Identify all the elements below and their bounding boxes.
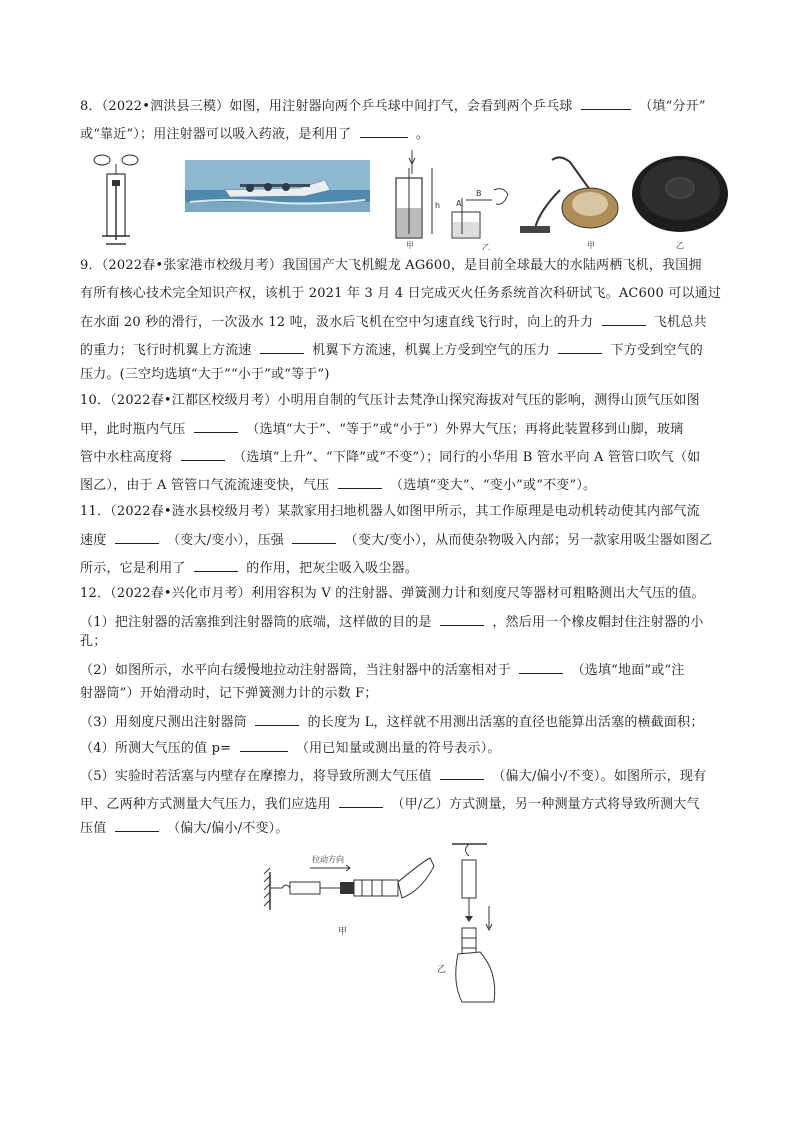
answer-blank[interactable] (440, 767, 484, 780)
q12-step-5-cont-2: 压值 （偏大/偏小/不变）。 (80, 821, 289, 836)
answer-blank[interactable] (519, 661, 563, 674)
vacuum-cleaner-image (520, 157, 618, 250)
answer-blank[interactable] (558, 341, 602, 354)
answer-blank[interactable] (194, 420, 238, 433)
bottle-barometer-figure (396, 150, 440, 250)
svg-text:甲: 甲 (587, 241, 595, 250)
syringe-pingpong-figure (94, 155, 138, 244)
answer-blank[interactable] (255, 713, 299, 726)
horizontal-pull-setup (264, 854, 434, 937)
q8-line-2: 或“靠近”）；用注射器可以吸入药液，是利用了 。 (80, 127, 430, 142)
svg-text:乙: 乙 (482, 243, 490, 250)
q12-step-3: （3）用刻度尺测出注射器筒 的长度为 L，这样就不用测出活塞的直径也能算出活塞的横截面积； (80, 715, 704, 730)
svg-text:乙: 乙 (437, 965, 447, 975)
svg-text:乙: 乙 (676, 241, 684, 250)
q10-line-4: 图乙），由于 A 管管口气流流速变快，气压 （选填“变大”、“变小”或“不变”）。 (80, 478, 597, 493)
answer-blank[interactable] (602, 313, 646, 326)
q12-line-1: 12．（2022春•兴化市月考）利用容积为 V 的注射器、弹簧测力计和刻度尺等器材可粗略测出大气压的值。 (80, 586, 705, 601)
answer-blank[interactable] (440, 613, 484, 626)
answer-blank[interactable] (115, 531, 159, 544)
q8-line-1: 8．（2022•泗洪县三模）如图，用注射器向两个乒乓球中间打气，会看到两个乒乓球 （填“分开” (80, 99, 706, 114)
answer-blank[interactable] (339, 795, 383, 808)
seaplane-photo (185, 160, 370, 212)
q10-line-1: 10．（2022春•江都区校级月考）小明用自制的气压计去梵净山探究海拔对气压的影响，测得山顶气压如图 (80, 393, 700, 408)
answer-blank[interactable] (338, 476, 382, 489)
q12-step-5-cont-1: 甲、乙两种方式测量大气压力，我们应选用 （甲/乙）方式测量，另一种测量方式将导致所测大气 (80, 797, 700, 812)
tube-blowing-figure (452, 189, 508, 250)
svg-text:甲: 甲 (338, 927, 348, 937)
figure-row-1 (90, 150, 730, 250)
answer-blank[interactable] (581, 97, 631, 110)
q11-line-1: 11．（2022春•涟水县校级月考）某款家用扫地机器人如图甲所示，其工作原理是电动机转动使其内部气流 (80, 504, 700, 519)
q10-line-3: 管中水柱高度将 （选填“上升”、“下降”或“不变”）；同行的小华用 B 管水平向 A 管管口吹气（如 (80, 450, 701, 465)
q9-line-1: 9．（2022春•张家港市校级月考）我国国产大飞机鲲龙 AG600，是目前全球最大的水陆两栖飞机，我国拥 (80, 258, 702, 273)
svg-text:B: B (476, 189, 482, 198)
q12-step-1-cont: 孔； (80, 634, 107, 649)
svg-text:甲: 甲 (406, 241, 414, 250)
q9-line-5: 压力。(三空均选填“大于”“小于”或“等于”) (80, 367, 330, 382)
q9-line-2: 有所有核心技术完全知识产权，该机于 2021 年 3 月 4 日完成灭火任务系统首次科研试飞。AC600 可以通过 (80, 286, 722, 301)
q12-step-2: （2）如图所示，水平向右缓慢地拉动注射器筒，当注射器中的活塞相对于 （选填“地面”或“注 (80, 663, 685, 678)
q10-line-2: 甲，此时瓶内气压 （选填“大于”、“等于”或“小于”）外界大气压；再将此装置移到山脚，玻璃 (80, 422, 684, 437)
q12-step-5: （5）实验时若活塞与内壁存在摩擦力，将导致所测大气压值 （偏大/偏小/不变）。如图所示，现有 (80, 769, 707, 784)
svg-text:A: A (456, 199, 462, 208)
answer-blank[interactable] (115, 819, 159, 832)
answer-blank[interactable] (292, 531, 336, 544)
q11-line-2: 速度 （变大/变小），压强 （变大/变小），从而使杂物吸入内部；另一款家用吸尘器如图乙 (80, 533, 713, 548)
svg-text:拉动方向: 拉动方向 (312, 855, 344, 864)
answer-blank[interactable] (260, 341, 304, 354)
svg-text:h: h (435, 201, 441, 210)
q12-step-2-cont: 射器筒”）开始滑动时，记下弹簧测力计的示数 F； (80, 686, 378, 701)
q9-line-4: 的重力；飞行时机翼上方流速 机翼下方流速，机翼上方受到空气的压力 下方受到空气的 (80, 343, 703, 358)
q12-step-1: （1）把注射器的活塞推到注射器筒的底端，这样做的目的是 ，然后用一个橡皮帽封住注射器的小 (80, 615, 704, 630)
q12-step-4: （4）所测大气压的值 p= （用已知量或测出量的符号表示）。 (80, 741, 501, 756)
syringe-experiment-figure (262, 842, 542, 1007)
answer-blank[interactable] (240, 739, 288, 752)
vertical-pull-setup (437, 842, 495, 1002)
robot-vacuum-image (632, 156, 728, 250)
answer-blank[interactable] (360, 125, 408, 138)
answer-blank[interactable] (181, 448, 225, 461)
q9-line-3: 在水面 20 秒的滑行，一次汲水 12 吨，汲水后飞机在空中匀速直线飞行时，向上的升力 飞机总共 (80, 315, 707, 330)
q11-line-3: 所示，它是利用了 的作用，把灰尘吸入吸尘器。 (80, 561, 418, 576)
answer-blank[interactable] (194, 559, 238, 572)
